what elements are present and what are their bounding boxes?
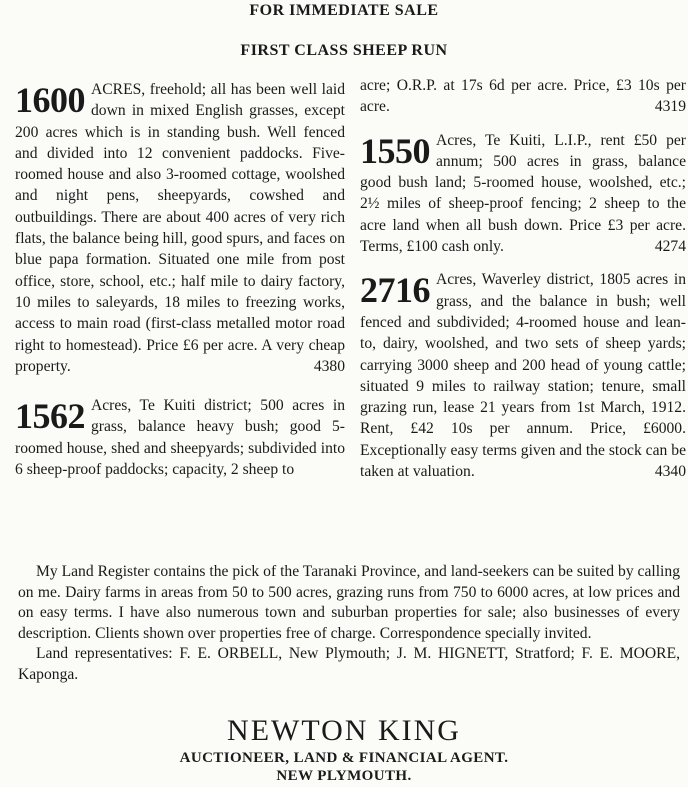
- listing-acres: 1562: [15, 396, 85, 437]
- listing-acres: 1600: [15, 80, 85, 120]
- left-column: [15, 79, 345, 480]
- agency-notice: [18, 562, 680, 685]
- listing-text: Acres, Te Kuiti, L.I.P., rent £50 per annum; 500 acres in grass, balance good bush land; 5-roomed house, woolshed, etc.; 2½ miles of sheep-proof fencing; 2 sheep to the acre land when all bush down. Price £3 per acre. Terms, £100 cash only.: [360, 131, 686, 256]
- listing-1562-continued: [360, 75, 686, 118]
- listing-text: ACRES, freehold; all has been well laid down in mixed English grasses, except 200 acres which is in standing bush. Well fenced and divided into 12 convenient paddocks. Five-roomed house and also 3-roomed cottage, woolshed and night pens, sheepyards, cowshed and outbuildings. There are about 400 acres of very rich flats, the balance being hill, good spurs, and faces on blue papa formation. Situated one mile from post office, store, school, etc.; half mile to dairy factory, 10 miles to saleyards, 18 miles to freezing works, access to main road (first-class metalled motor road right to homestead). Price £6 per acre. A very cheap property.: [15, 81, 345, 375]
- listing-ref: 4274: [654, 238, 686, 256]
- listing-1550: [360, 130, 686, 258]
- listing-text: Acres, Te Kuiti district; 500 acres in grass, balance heavy bush; good 5-roomed house, shed and sheepyards; subdivided into 6 sheep-proof paddocks; capacity, 2 sheep to: [15, 397, 345, 479]
- right-column: [360, 75, 686, 482]
- listing-text: Acres, Waverley district, 1805 acres in grass, and the balance in bush; well fenced and subdivided; 4-roomed house and lean-to, dairy, woolshed, and two sets of sheep yards; carrying 3000 sheep and 200 head of young cattle; situated 9 miles to railway station; tenure, small grazing run, lease 21 years from 1st March, 1912. Rent, £42 10s per annum. Price, £6000. Exceptionally easy terms given and the stock can be taken at valuation.: [360, 271, 686, 481]
- agent-title: AUCTIONEER, LAND & FINANCIAL AGENT.: [179, 750, 509, 766]
- listing-2716: [360, 269, 686, 482]
- representatives-paragraph: Land representatives: F. E. ORBELL, New Plymouth; J. M. HIGNETT, Stratford; F. E. MOORE, Kaponga.: [18, 645, 680, 683]
- listing-1600: [15, 79, 345, 377]
- agent-name: NEWTON KING: [227, 714, 461, 747]
- listing-1562: [15, 395, 345, 480]
- subheadline: FIRST CLASS SHEEP RUN: [240, 42, 448, 59]
- listing-acres: 1550: [360, 130, 430, 171]
- headline: FOR IMMEDIATE SALE: [249, 2, 439, 19]
- listing-text-continued: acre; O.R.P. at 17s 6d per acre. Price, £3 10s per acre.: [360, 77, 686, 116]
- agent-city: NEW PLYMOUTH.: [276, 768, 412, 784]
- listing-ref: 4340: [654, 463, 686, 481]
- land-register-paragraph: My Land Register contains the pick of the Taranaki Province, and land-seekers can be suited by calling on me. Dairy farms in areas from 50 to 500 acres, grazing runs from 750 to 6000 acres, at low prices and on easy terms. I have also numerous town and suburban properties for sale; also businesses of every description. Clients shown over properties free of charge. Correspondence specially invited.: [18, 563, 680, 642]
- listing-acres: 2716: [360, 270, 430, 311]
- listing-ref: 4319: [654, 98, 686, 116]
- listing-ref: 4380: [313, 357, 345, 375]
